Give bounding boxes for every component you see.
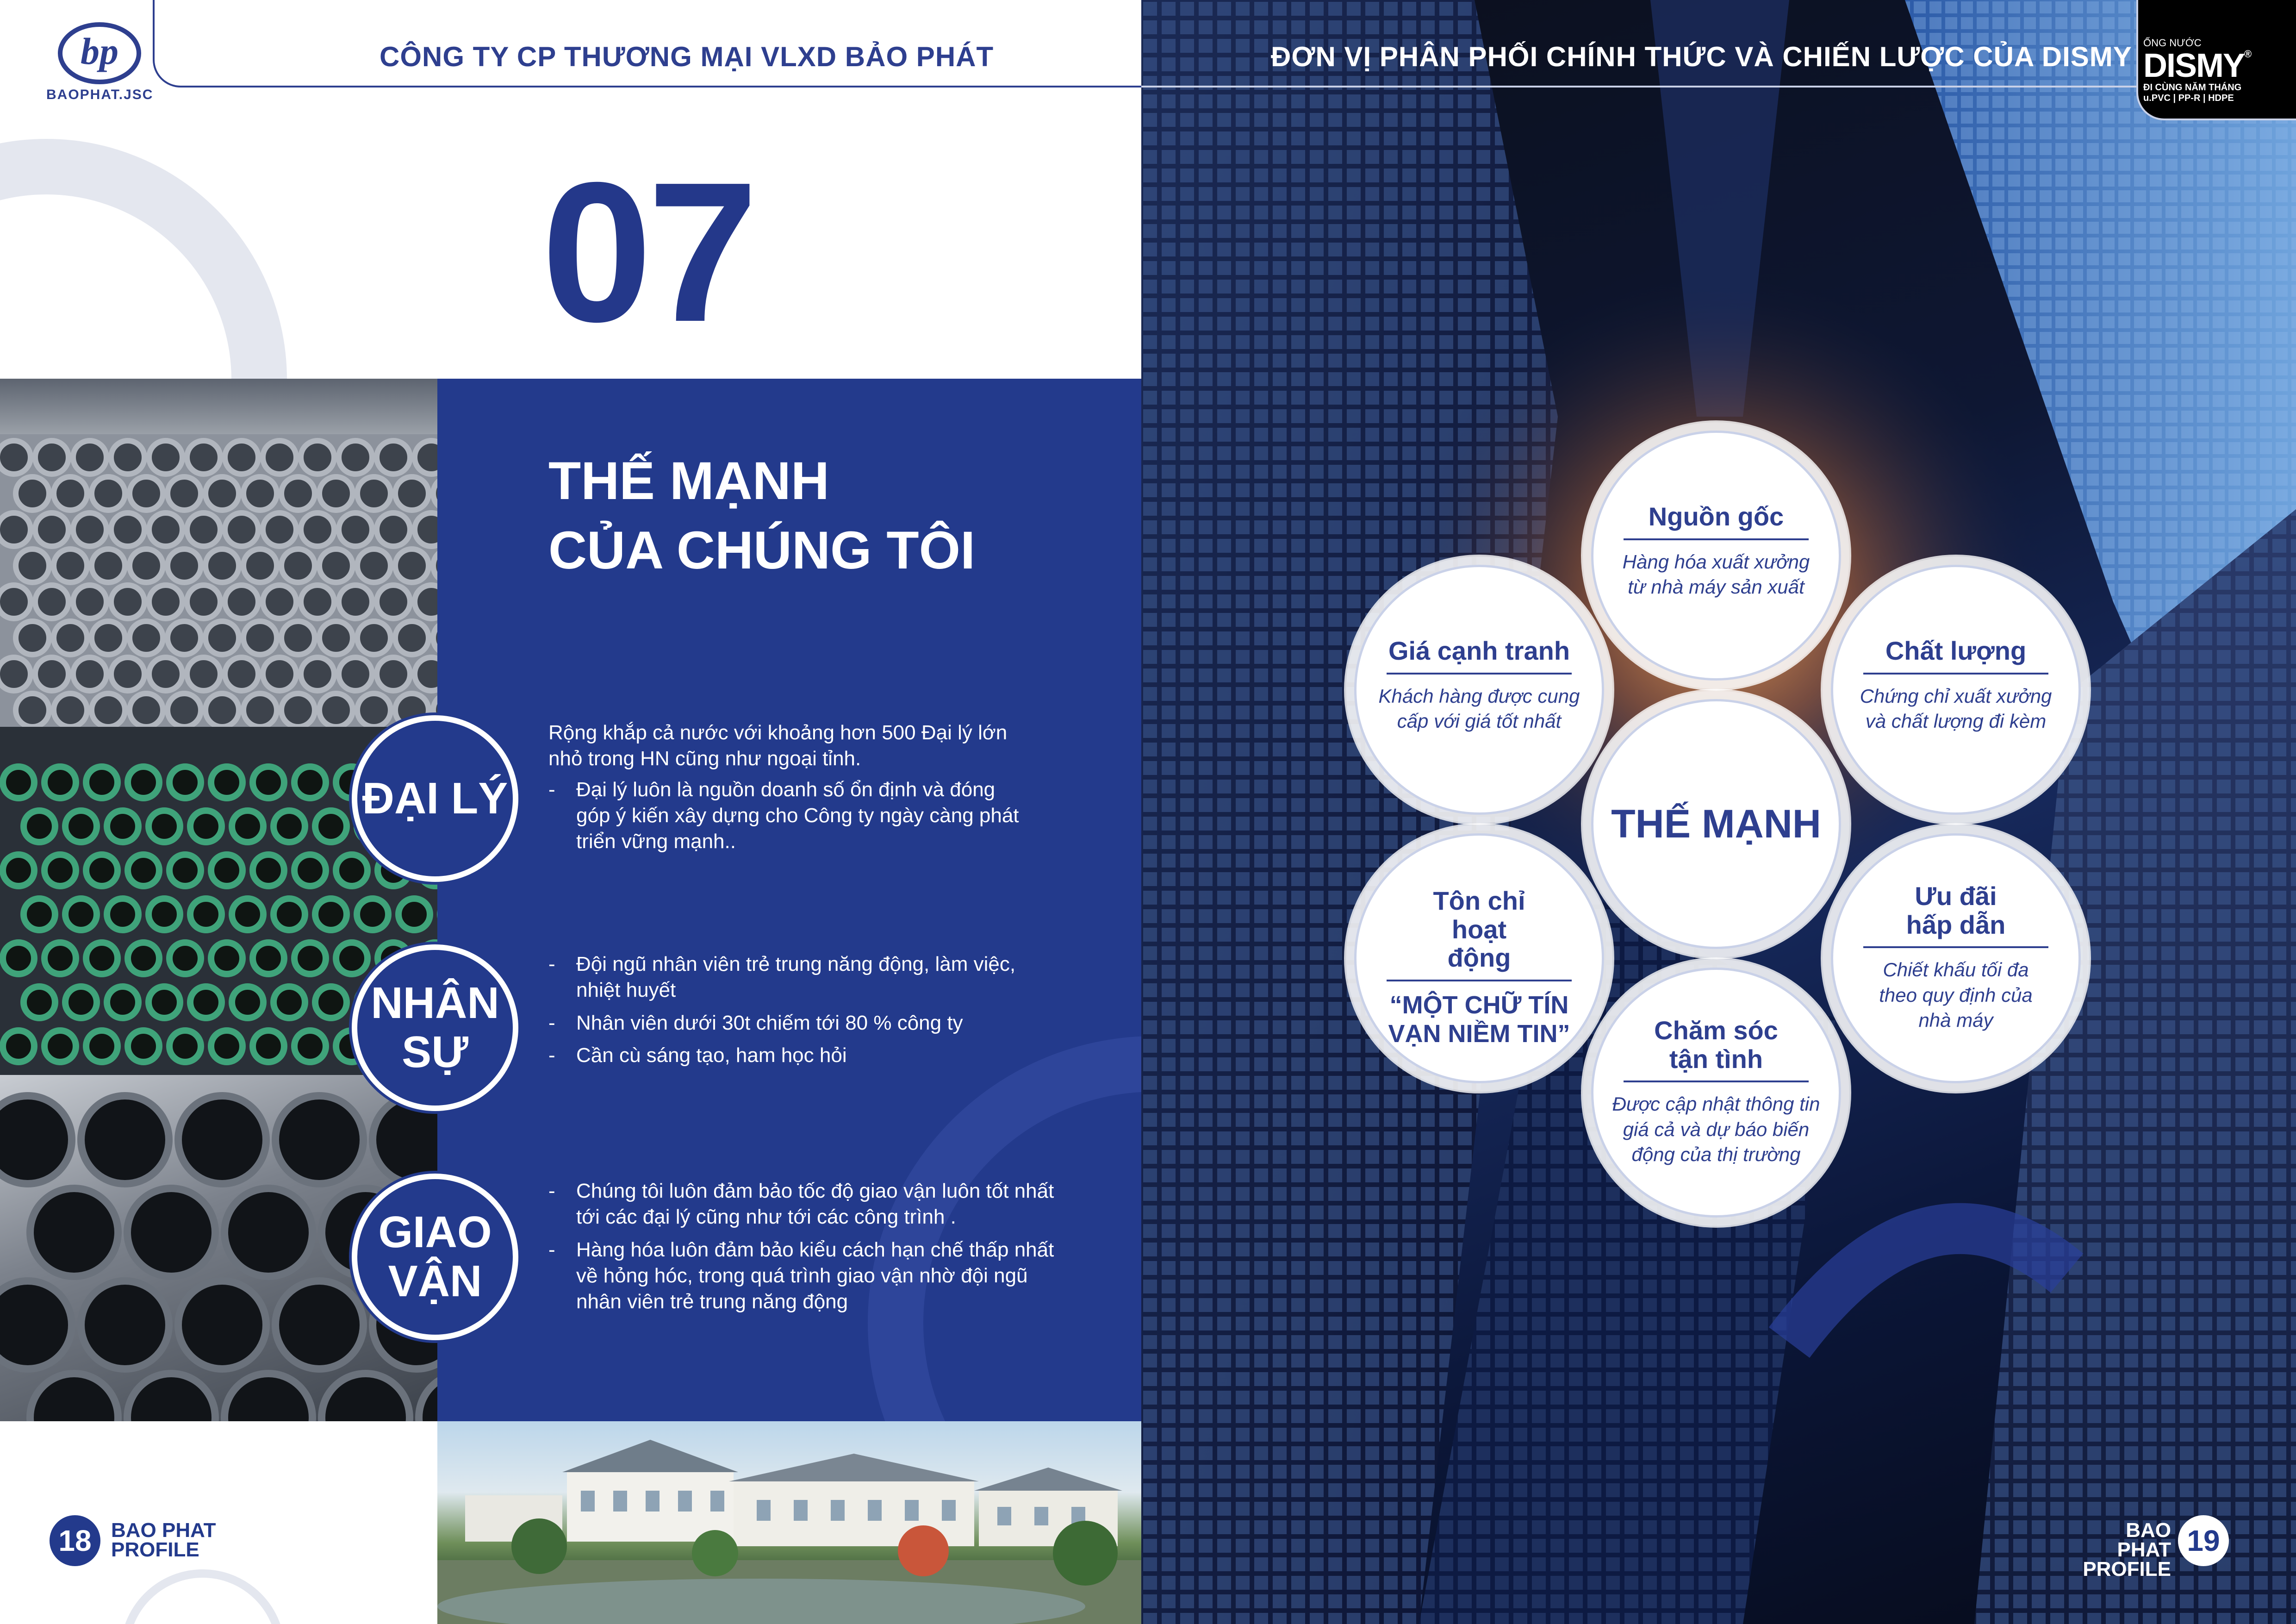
pipe-end — [16, 621, 49, 655]
pipe-end — [357, 621, 391, 655]
decorative-arc-bottom — [120, 1569, 285, 1624]
nhan-su-label-line1: NHÂN — [371, 978, 499, 1028]
pipe-end — [322, 1374, 410, 1421]
pipe-end — [3, 855, 34, 886]
pipe-end — [3, 767, 34, 798]
uu-dai-title: Ưu đãi hấp dẫn — [1906, 881, 2006, 939]
right-page — [1141, 0, 2296, 1624]
profile-label-right — [2074, 1521, 2171, 1579]
pipe-end — [243, 549, 277, 582]
pipe-end — [107, 987, 138, 1018]
pipe-end — [225, 657, 258, 691]
chat-luong-title: Chất lượng — [1885, 636, 2027, 665]
pipe-end — [168, 621, 201, 655]
pipe-end — [294, 855, 326, 886]
pipe-end — [24, 811, 55, 842]
pipe-end — [274, 899, 305, 930]
pipe-end — [73, 585, 106, 618]
chat-luong-desc: Chứng chỉ xuất xưởng và chất lượng đi kèm — [1860, 685, 2052, 732]
pipe-end — [92, 549, 125, 582]
pipe-end — [211, 767, 243, 798]
pipe-end — [294, 767, 326, 798]
pipe-end — [419, 1374, 437, 1421]
pipe-end — [395, 621, 429, 655]
pipe-end — [30, 1188, 118, 1276]
pipe-end — [149, 441, 182, 474]
ton-chi-quote: “MỘT CHỮ TÍN VẠN NIỀM TIN” — [1388, 991, 1570, 1048]
pipe-end — [81, 1096, 169, 1184]
dai-ly-bullets — [548, 777, 1030, 855]
pipe-end — [301, 441, 334, 474]
pipe-end — [294, 943, 326, 974]
pipe-end — [377, 441, 410, 474]
nhan-su-label-line2: SỰ — [402, 1027, 468, 1077]
pipe-end — [16, 477, 49, 510]
pipe-end — [398, 899, 430, 930]
pipe-end — [339, 585, 372, 618]
pipe-end — [225, 513, 258, 546]
nhan-su-bullet: - Cần cù sáng tạo, ham học hỏi — [548, 1043, 1030, 1068]
gia-canh-tranh-divider — [1387, 673, 1572, 675]
left-page — [0, 0, 1141, 1624]
giao-van-label-line1: GIAO — [378, 1207, 492, 1257]
pipe-end — [225, 441, 258, 474]
pipe-end — [301, 657, 334, 691]
pipe-end — [211, 943, 243, 974]
circle-center — [1591, 699, 1841, 949]
circle-cham-soc — [1591, 968, 1841, 1218]
pipe-end — [357, 693, 391, 727]
pipe-end — [415, 657, 437, 691]
pipe-end — [263, 585, 296, 618]
pipe-end — [44, 767, 76, 798]
pipe-end — [357, 549, 391, 582]
pipe-end — [294, 1031, 326, 1062]
section-number: 07 — [541, 141, 754, 363]
pipe-end — [243, 693, 277, 727]
right-header-line — [1141, 86, 2159, 87]
uu-dai-desc: Chiết khấu tối đa theo quy định của nhà máy — [1879, 959, 2033, 1031]
pipe-end — [86, 767, 118, 798]
pipe-end — [415, 513, 437, 546]
pipe-end — [178, 1096, 266, 1184]
pipe-end — [92, 477, 125, 510]
pipe-end — [149, 811, 180, 842]
circle-uu-dai — [1831, 833, 2081, 1083]
pipe-end — [169, 1031, 201, 1062]
pipe-end — [128, 943, 159, 974]
pipe-end — [377, 585, 410, 618]
pipe-end — [149, 585, 182, 618]
circle-nguon-goc — [1591, 431, 1841, 681]
pipe-end — [35, 585, 68, 618]
pipe-end — [301, 585, 334, 618]
pipe-end — [253, 767, 284, 798]
pipe-end — [130, 621, 163, 655]
dai-ly-description — [548, 720, 1030, 862]
giao-van-description — [548, 1178, 1058, 1322]
dai-ly-badge — [352, 715, 518, 882]
pipe-end — [111, 513, 144, 546]
pipe-end — [92, 693, 125, 727]
pipe-end — [274, 811, 305, 842]
pipe-end — [281, 621, 315, 655]
pipe-end — [377, 513, 410, 546]
pipe-end — [44, 855, 76, 886]
svg-text:bp: bp — [81, 30, 118, 72]
giao-van-bullets — [548, 1178, 1058, 1315]
pipe-end — [130, 549, 163, 582]
pipe-end — [224, 1188, 312, 1276]
pipe-end — [54, 693, 87, 727]
pipe-end — [319, 477, 353, 510]
pipe-end — [339, 513, 372, 546]
pipe-end — [16, 693, 49, 727]
pipe-end — [336, 943, 367, 974]
nhan-su-description — [548, 951, 1030, 1075]
pipe-end — [187, 513, 220, 546]
pipe-end — [86, 1031, 118, 1062]
pipe-end — [73, 441, 106, 474]
pipe-end — [0, 1096, 72, 1184]
pipe-end — [24, 987, 55, 1018]
giao-van-label-line2: VẬN — [388, 1256, 482, 1306]
pipe-end — [263, 657, 296, 691]
nhan-su-bullets — [548, 951, 1030, 1068]
pipe-end — [253, 855, 284, 886]
right-header-text: ĐƠN VỊ PHÂN PHỐI CHÍNH THỨC VÀ CHIẾN LƯỢC CỦA DISMY — [1271, 41, 2132, 72]
pipe-end — [275, 1281, 363, 1369]
villa-photo — [437, 1421, 1141, 1624]
pipe-end — [128, 1031, 159, 1062]
pipe-end — [243, 621, 277, 655]
pipe-end — [205, 477, 239, 510]
dismy-logo — [2143, 37, 2291, 104]
pipe-end — [336, 855, 367, 886]
pipe-end — [395, 477, 429, 510]
pipe-end — [149, 513, 182, 546]
nguon-goc-title: Nguồn gốc — [1648, 502, 1784, 531]
pipe-end — [73, 513, 106, 546]
ton-chi-title: Tôn chỉ hoạt động — [1433, 886, 1525, 973]
pipe-end — [190, 987, 222, 1018]
pipe-end — [281, 477, 315, 510]
pipe-end — [315, 811, 347, 842]
pipe-end — [190, 899, 222, 930]
pipe-end — [86, 943, 118, 974]
pipe-end — [187, 585, 220, 618]
pipe-end — [415, 585, 437, 618]
uu-dai-divider — [1863, 946, 2048, 948]
dai-ly-intro: Rộng khắp cả nước với khoảng hơn 500 Đại lý lớn nhỏ trong HN cũng như ngoại tỉnh. — [548, 721, 1008, 770]
profile-line1-left: BAO PHAT — [111, 1519, 216, 1542]
pipe-end — [274, 987, 305, 1018]
pipe-end — [111, 441, 144, 474]
pipe-end — [319, 621, 353, 655]
pipe-end — [433, 549, 437, 582]
pipe-end — [395, 549, 429, 582]
pipe-end — [263, 513, 296, 546]
pipe-end — [0, 513, 31, 546]
brand-reg: ® — [2244, 48, 2251, 60]
baophat-logo-icon — [56, 19, 143, 88]
pipe-end — [315, 987, 347, 1018]
brand-products: u.PVC | PP-R | HDPE — [2143, 93, 2234, 103]
pipe-end — [92, 621, 125, 655]
pipe-end — [0, 1281, 72, 1369]
pipe-end — [73, 657, 106, 691]
cham-soc-title: Chăm sóc tận tình — [1654, 1016, 1778, 1074]
pipe-end — [0, 441, 31, 474]
pipe-end — [54, 477, 87, 510]
pipe-end — [169, 767, 201, 798]
nguon-goc-divider — [1624, 538, 1809, 540]
pipe-end — [339, 657, 372, 691]
pipe-end — [107, 899, 138, 930]
pipe-end — [44, 943, 76, 974]
circle-gia-canh-tranh — [1354, 565, 1604, 815]
pipe-end — [232, 811, 263, 842]
pipe-end — [281, 549, 315, 582]
pipe-end — [263, 441, 296, 474]
cham-soc-desc: Được cập nhật thông tin giá cả và dự báo biến động của thị trường — [1612, 1093, 1820, 1166]
title-line-1: THẾ MẠNH — [548, 451, 829, 511]
chat-luong-divider — [1863, 673, 2048, 675]
pipe-end — [149, 987, 180, 1018]
circle-ton-chi — [1354, 833, 1604, 1083]
pipe-end — [24, 899, 55, 930]
giao-van-badge — [352, 1174, 518, 1340]
nguon-goc-desc: Hàng hóa xuất xưởng từ nhà máy sản xuất — [1622, 550, 1810, 598]
gia-canh-tranh-title: Giá cạnh tranh — [1388, 636, 1570, 665]
pipe-end — [357, 477, 391, 510]
page-number-left-text: 18 — [58, 1524, 92, 1557]
circle-chat-luong — [1831, 565, 2081, 815]
panel-title — [548, 447, 975, 585]
pipe-end — [205, 621, 239, 655]
pipe-end — [301, 513, 334, 546]
page-number-right — [2178, 1515, 2229, 1566]
title-line-2: CỦA CHÚNG TÔI — [548, 520, 976, 580]
pipe-end — [187, 657, 220, 691]
pipe-end — [149, 657, 182, 691]
pipe-end — [3, 1031, 34, 1062]
company-name: CÔNG TY CP THƯƠNG MẠI VLXD BẢO PHÁT — [380, 41, 994, 72]
pipe-end — [377, 657, 410, 691]
pipe-end — [232, 987, 263, 1018]
pipe-end — [86, 855, 118, 886]
pipe-end — [81, 1281, 169, 1369]
nhan-su-bullet: - Nhân viên dưới 30t chiếm tới 80 % công ty — [548, 1010, 1030, 1036]
pipe-end — [433, 477, 437, 510]
pipe-end — [253, 1031, 284, 1062]
pipe-end — [35, 513, 68, 546]
pipe-end — [275, 1096, 363, 1184]
pipe-end — [224, 1374, 312, 1421]
page-number-left — [50, 1515, 100, 1566]
pipe-end — [232, 899, 263, 930]
pipe-end — [128, 767, 159, 798]
profile-line2-left: PROFILE — [111, 1538, 199, 1561]
pipe-end — [169, 943, 201, 974]
pipe-end — [65, 987, 97, 1018]
pipe-end — [205, 549, 239, 582]
profile-line1-right: BAO PHAT — [2117, 1519, 2171, 1561]
pipe-end — [111, 585, 144, 618]
profile-label-left — [111, 1521, 216, 1560]
pipe-end — [205, 693, 239, 727]
nhan-su-badge — [352, 944, 518, 1111]
center-title: THẾ MẠNH — [1611, 801, 1821, 846]
grey-pipes-drawing — [0, 379, 437, 727]
nhan-su-bullet: - Đội ngũ nhân viên trẻ trung năng động, làm việc, nhiệt huyết — [548, 951, 1030, 1004]
dai-ly-bullet: - Đại lý luôn là nguồn doanh số ổn định và đóng góp ý kiến xây dựng cho Công ty ngày càng phát triển vững mạnh.. — [548, 777, 1030, 855]
pipe-end — [168, 477, 201, 510]
villa-drawing — [437, 1421, 1141, 1624]
pipe-end — [35, 441, 68, 474]
pipe-end — [319, 549, 353, 582]
pipe-end — [35, 657, 68, 691]
pipe-end — [0, 585, 31, 618]
pipe-end — [30, 1374, 118, 1421]
pipe-end — [149, 899, 180, 930]
brand-name: DISMY — [2143, 47, 2245, 84]
pipe-end — [225, 585, 258, 618]
pipe-end — [253, 943, 284, 974]
ton-chi-divider — [1387, 980, 1572, 981]
pipe-end — [169, 855, 201, 886]
giao-van-bullet: - Hàng hóa luôn đảm bảo kiểu cách hạn chế thấp nhất về hỏng hóc, trong quá trình giao vận nhờ đội ngũ nhân viên trẻ trung năng động — [548, 1237, 1058, 1315]
pipe-end — [107, 811, 138, 842]
pipe-end — [128, 855, 159, 886]
gia-canh-tranh-desc: Khách hàng được cung cấp với giá tốt nhất — [1378, 685, 1580, 732]
pipe-end — [168, 549, 201, 582]
pipe-end — [415, 441, 437, 474]
pipe-end — [339, 441, 372, 474]
pipe-end — [130, 693, 163, 727]
page-number-right-text: 19 — [2187, 1524, 2220, 1557]
pipe-end — [65, 811, 97, 842]
pipe-end — [3, 943, 34, 974]
pipe-end — [357, 899, 388, 930]
pipe-end — [281, 693, 315, 727]
pipe-end — [54, 549, 87, 582]
pipe-end — [187, 441, 220, 474]
pipe-end — [190, 811, 222, 842]
pipe-end — [111, 657, 144, 691]
pipe-end — [433, 621, 437, 655]
giao-van-bullet: - Chúng tôi luôn đảm bảo tốc độ giao vận luôn tốt nhất tới các đại lý cũng như tới các công trình . — [548, 1178, 1058, 1230]
logo-text: BAOPHAT.JSC — [46, 87, 154, 102]
cham-soc-divider — [1624, 1081, 1809, 1082]
brand-slogan: ĐI CÙNG NĂM THÁNG — [2143, 82, 2242, 93]
pipe-end — [130, 477, 163, 510]
pipe-end — [319, 693, 353, 727]
pipe-end — [127, 1374, 215, 1421]
pipe-end — [127, 1188, 215, 1276]
pipe-end — [54, 621, 87, 655]
pipe-end — [44, 1031, 76, 1062]
pipe-end — [65, 899, 97, 930]
pipe-end — [178, 1281, 266, 1369]
pipe-end — [211, 1031, 243, 1062]
pipes-photo-grey — [0, 379, 437, 727]
pipe-end — [0, 657, 31, 691]
pipe-end — [168, 693, 201, 727]
pipe-end — [16, 549, 49, 582]
profile-line2-right: PROFILE — [2083, 1557, 2171, 1580]
pipe-end — [211, 855, 243, 886]
brand-small: ỐNG NƯỚC — [2143, 37, 2202, 49]
dai-ly-label: ĐẠI LÝ — [362, 774, 508, 824]
pipe-end — [243, 477, 277, 510]
pipe-end — [315, 899, 347, 930]
